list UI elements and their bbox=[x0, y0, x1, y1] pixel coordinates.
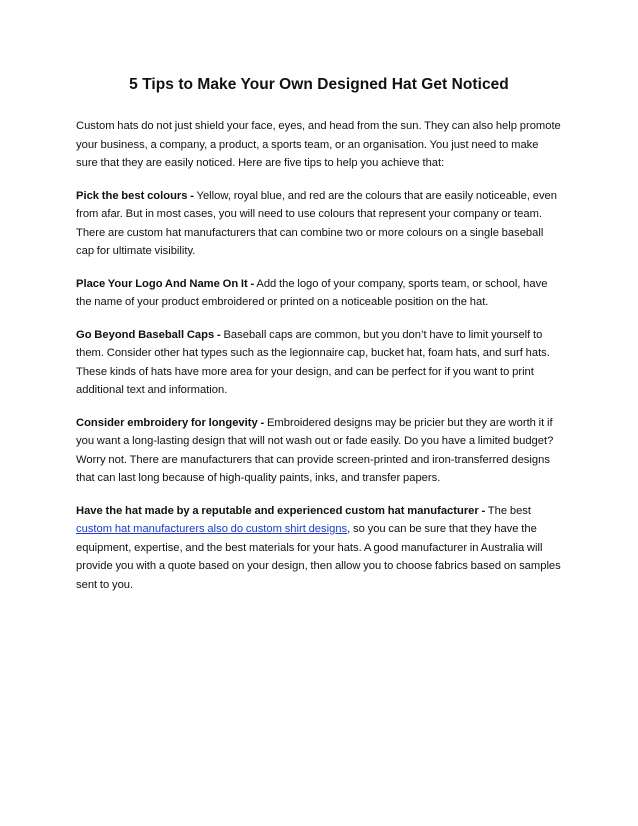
tip-text-before-link: The best bbox=[485, 504, 531, 517]
tip-text: Embroidered designs may be pricier but they are worth it if you want a long-lasting design that will not wash out or fade easily. Do you have a limited budget? Worry not. There are manufacturers that can provide screen-printed and iron-transferred designs that can last long because of high-quality paints, inks, and transfer papers. bbox=[76, 416, 554, 484]
page-title: 5 Tips to Make Your Own Designed Hat Get Noticed bbox=[129, 76, 509, 93]
tip-paragraph-manufacturer bbox=[76, 502, 562, 595]
tip-heading: Pick the best colours - bbox=[76, 189, 194, 202]
tip-text: Add the logo of your company, sports team, or school, have the name of your product embroidered or printed on a noticeable position on the hat. bbox=[76, 277, 548, 308]
tip-text: Yellow, royal blue, and red are the colours that are easily noticeable, even from afar. But in most cases, you will need to use colours that represent your company or team. There are custom hat manufacturers that can combine two or more colours on a single baseball cap for ultimate visibility. bbox=[76, 189, 557, 257]
tip-heading: Go Beyond Baseball Caps - bbox=[76, 328, 221, 341]
manufacturer-link[interactable]: custom hat manufacturers also do custom shirt designs bbox=[76, 523, 348, 535]
tip-heading: Have the hat made by a reputable and experienced custom hat manufacturer - bbox=[76, 504, 486, 517]
tip-paragraph-logo bbox=[76, 275, 562, 312]
tip-paragraph-colours bbox=[76, 187, 562, 261]
tip-paragraph-caps bbox=[76, 326, 562, 400]
tip-paragraph-embroidery bbox=[76, 414, 562, 488]
intro-paragraph: Custom hats do not just shield your face, eyes, and head from the sun. They can also help promote your business, a company, a product, a sports team, or an organisation. You just need to make sure that they are easily noticed. Here are five tips to help you achieve that: bbox=[76, 120, 561, 169]
tip-heading: Consider embroidery for longevity - bbox=[76, 416, 265, 429]
tip-text-after-link: , so you can be sure that they have the equipment, expertise, and the best materials for your hats. A good manufacturer in Australia will provide you with a quote based on your design, then allow you to choose fabrics based on samples sent to you. bbox=[76, 523, 561, 591]
tip-text: Baseball caps are common, but you don’t have to limit yourself to them. Consider other hat types such as the legionnaire cap, bucket hat, foam hats, and surf hats. These kinds of hats have more area for your design, and can be perfect for if you want to print additional text and information. bbox=[76, 328, 550, 396]
tip-heading: Place Your Logo And Name On It - bbox=[76, 277, 255, 290]
